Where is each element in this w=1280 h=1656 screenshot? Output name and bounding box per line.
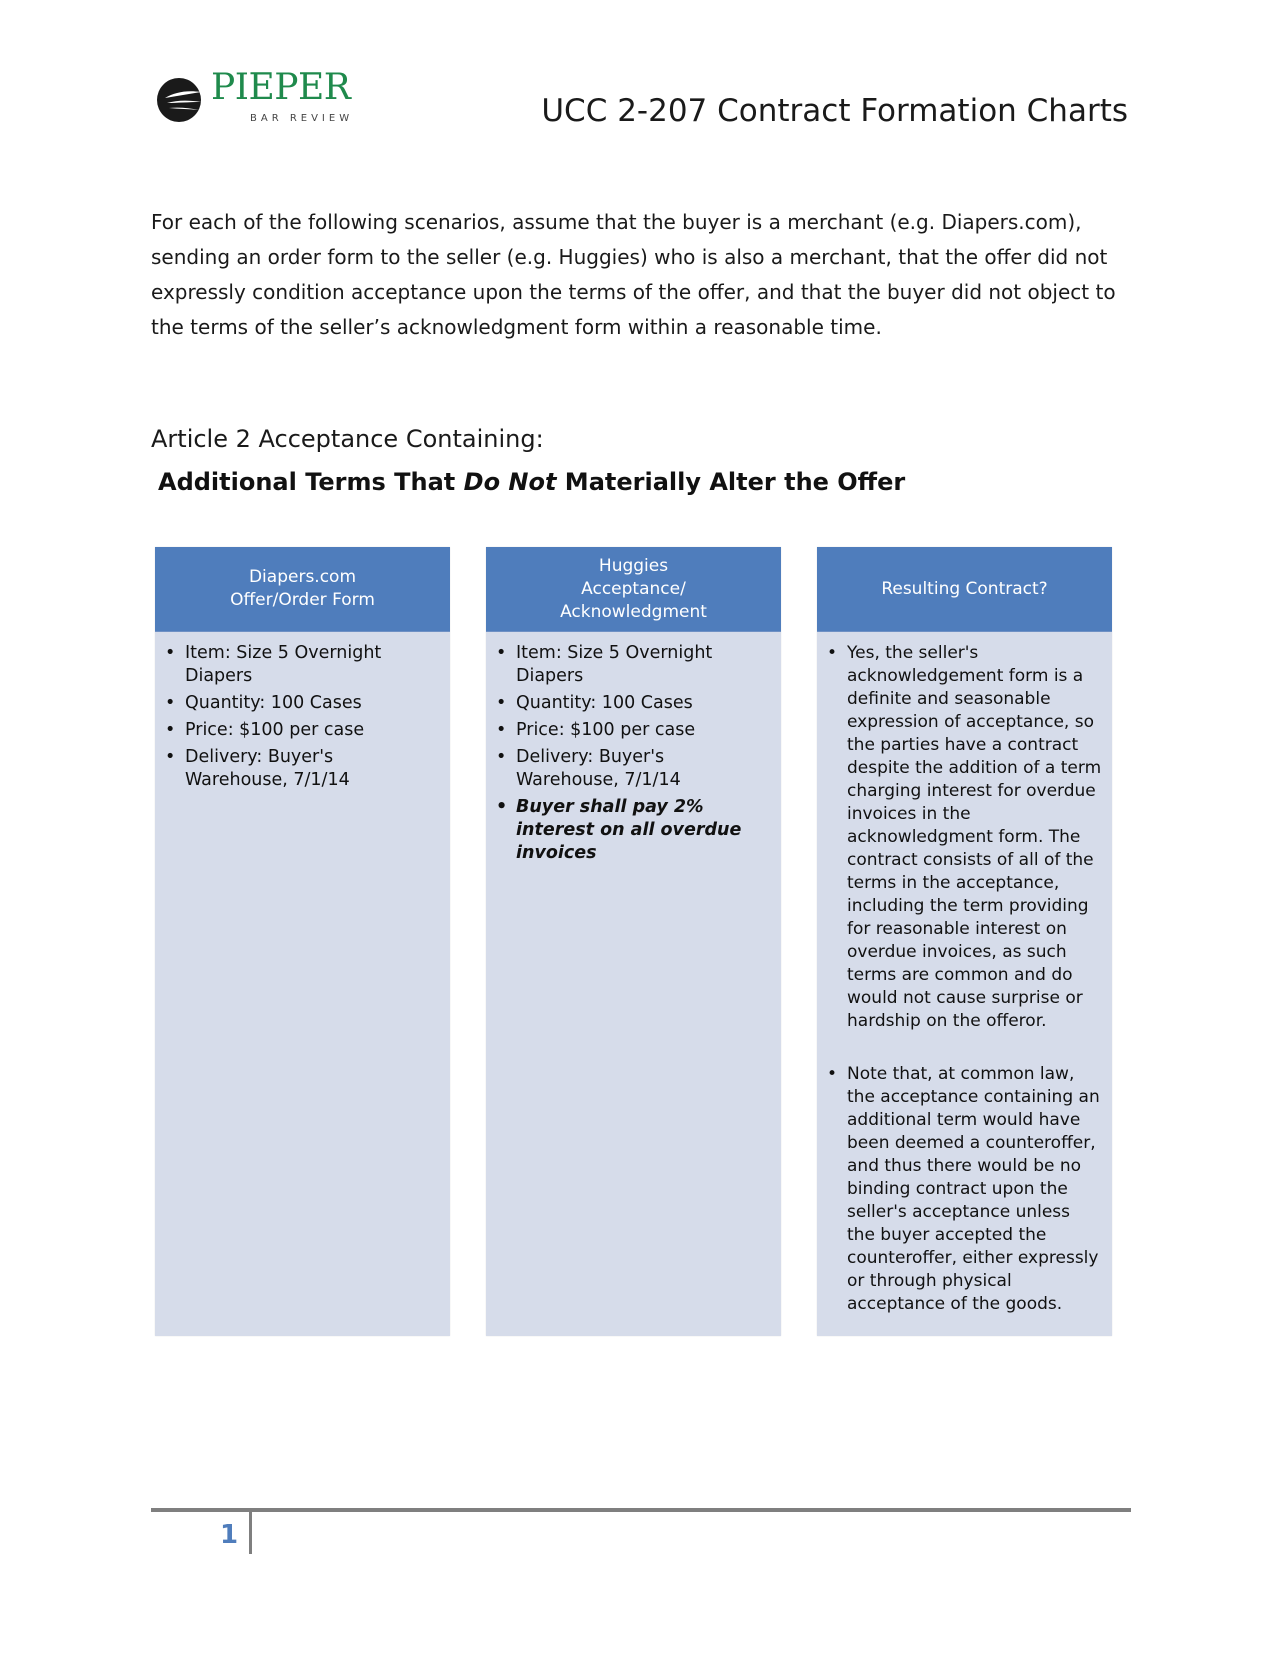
term-text: Quantity: 100 Cases	[516, 693, 693, 713]
section-heading: Article 2 Acceptance Containing:	[151, 425, 544, 453]
list-item	[496, 692, 771, 715]
list-item	[496, 719, 771, 742]
column-header-line: Huggies	[598, 555, 669, 576]
column-header	[155, 547, 450, 632]
list-item	[827, 642, 1102, 1033]
document-title: UCC 2-207 Contract Formation Charts	[541, 93, 1128, 129]
list-item	[496, 746, 771, 792]
term-list	[165, 642, 440, 792]
term-text: Price: $100 per case	[516, 720, 696, 740]
section-subheading	[158, 468, 905, 497]
logo-subtitle: BAR REVIEW	[250, 113, 354, 124]
column-body	[486, 632, 781, 865]
bullet-icon: •	[165, 643, 176, 663]
bullet-icon: •	[496, 693, 507, 713]
column-header-line: Acknowledgment	[560, 601, 707, 622]
list-item	[165, 746, 440, 792]
term-text: Delivery: Buyer's Warehouse, 7/1/14	[516, 747, 681, 790]
footer-divider	[249, 1512, 252, 1554]
intro-paragraph: For each of the following scenarios, assume that the buyer is a merchant (e.g. Diapers.com), sending an order form to the seller (e.g. Huggies) who is also a merchant, that the offer did not expressly condition acceptance upon the terms of the offer, and that the buyer did not object to the terms of the seller’s acknowledgment form within a reasonable time.	[151, 210, 1116, 339]
term-text: Quantity: 100 Cases	[185, 693, 362, 713]
column-header	[486, 547, 781, 632]
list-item	[165, 642, 440, 688]
column-header	[817, 547, 1112, 632]
analysis-text: Note that, at common law, the acceptance containing an additional term would have been deemed a counteroffer, and thus there would be no binding contract upon the seller's acceptance unless the buyer accepted the counteroffer, either expressly or through physical acceptance of the goods.	[847, 1064, 1100, 1314]
pieper-logo-mark-icon	[155, 76, 203, 124]
bullet-icon: •	[827, 1064, 838, 1084]
column-header-line: Offer/Order Form	[230, 590, 375, 610]
column-acceptance-acknowledgment	[486, 547, 781, 1336]
list-item	[165, 719, 440, 742]
bullet-icon: •	[496, 643, 507, 663]
column-header-line: Resulting Contract?	[881, 578, 1048, 599]
term-text: Buyer shall pay 2% interest on all overdue invoices	[516, 797, 742, 863]
column-body	[155, 632, 450, 792]
bullet-icon: •	[827, 643, 838, 663]
page-number: 1	[220, 1520, 239, 1550]
subheading-text-after: Materially Alter the Offer	[556, 468, 906, 496]
list-item	[827, 1063, 1102, 1316]
term-text: Price: $100 per case	[185, 720, 365, 740]
column-header-line: Acceptance/	[581, 578, 686, 599]
bullet-icon: •	[165, 693, 176, 713]
logo-wordmark: PIEPER	[211, 67, 351, 108]
term-text: Item: Size 5 Overnight Diapers	[185, 643, 382, 686]
term-text: Item: Size 5 Overnight Diapers	[516, 643, 713, 686]
pieper-logo	[155, 67, 365, 132]
subheading-emphasis: Do Not	[463, 468, 557, 496]
additional-term-item	[496, 796, 771, 865]
bullet-icon: •	[165, 747, 176, 767]
column-header-line: Diapers.com	[248, 567, 357, 587]
footer-rule	[151, 1508, 1131, 1512]
bullet-icon: •	[165, 720, 176, 740]
subheading-text-before: Additional Terms That	[158, 468, 464, 496]
term-list	[496, 642, 771, 865]
list-item	[496, 642, 771, 688]
column-body	[817, 632, 1112, 1316]
term-text: Delivery: Buyer's Warehouse, 7/1/14	[185, 747, 350, 790]
analysis-text: Yes, the seller's acknowledgement form is a definite and seasonable expression of acceptance, so the parties have a contract despite the addition of a term charging interest for overdue invoices in the acknowledgment form. The contract consists of all of the terms in the acceptance, including the term providing for reasonable interest on overdue invoices, as such terms are common and do would not cause surprise or hardship on the offeror.	[847, 643, 1102, 1031]
bullet-icon: •	[496, 747, 507, 767]
bullet-icon: •	[496, 797, 508, 817]
list-item	[165, 692, 440, 715]
analysis-list	[827, 642, 1102, 1316]
bullet-icon: •	[496, 720, 507, 740]
column-resulting-contract	[817, 547, 1112, 1336]
column-offer-order-form	[155, 547, 450, 1336]
